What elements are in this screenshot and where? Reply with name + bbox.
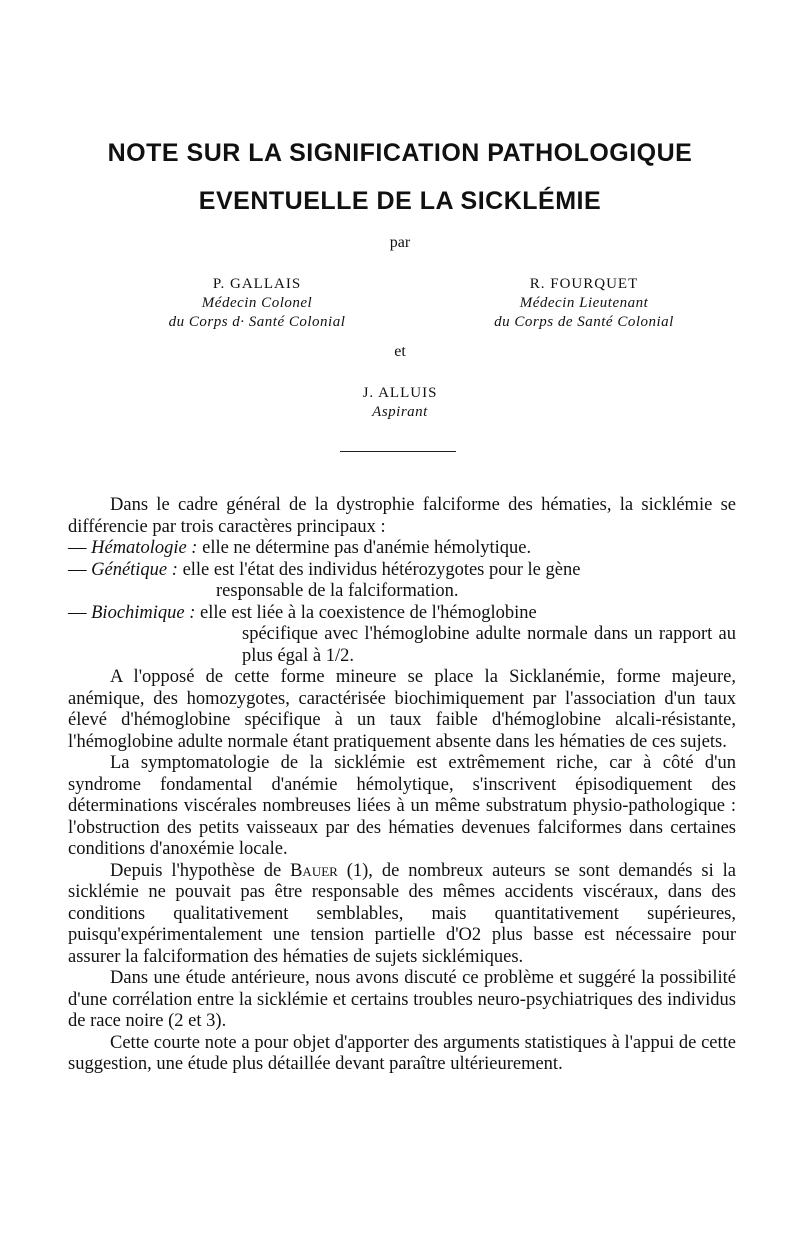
title-line-1: NOTE SUR LA SIGNIFICATION PATHOLOGIQUE: [107, 139, 693, 167]
article-body: [68, 495, 736, 1076]
text-run: Depuis l'hypothèse de: [110, 860, 291, 881]
item-text: elle ne détermine pas d'anémie hémolytique.: [197, 538, 532, 558]
item-dash: —: [68, 538, 92, 558]
item-dash: —: [68, 602, 92, 623]
list-item-hematologie: [68, 538, 736, 560]
item-text: elle est l'état des individus hétérozygotes pour le gène: [177, 559, 581, 580]
item-label: Génétique :: [91, 559, 178, 580]
item-continuation: spécifique avec l'hémoglobine adulte normale dans un rapport au plus égal à 1/2.: [242, 624, 736, 666]
author-name: P. GALLAIS: [212, 276, 302, 292]
author-alluis: [250, 384, 550, 422]
paragraph-intro: Dans le cadre général de la dystrophie falciforme des hématies, la sicklémie se différencie par trois caractères principaux :: [68, 495, 736, 537]
paragraph-note: Cette courte note a pour objet d'apporter des arguments statistiques à l'appui de cette suggestion, une étude plus détaillée devant paraître ultérieurement.: [68, 1032, 736, 1074]
item-label: Biochimique :: [91, 602, 196, 623]
title-line-2: EVENTUELLE DE LA SICKLÉMIE: [198, 187, 602, 215]
author-gallais: [107, 275, 407, 332]
byline-par: par: [389, 234, 411, 251]
author-name: R. FOURQUET: [529, 276, 639, 292]
item-continuation: responsable de la falciformation.: [216, 581, 459, 601]
author-role: Médecin Colonel: [201, 295, 313, 311]
item-text: elle est liée à la coexistence de l'hémoglobine: [195, 602, 537, 623]
paragraph-etude: Dans une étude antérieure, nous avons discuté ce problème et suggéré la possibilité d'une corrélation entre la sicklémie et certains troubles neuro-psychiatriques des individus de race noire (2 et 3).: [68, 968, 736, 1031]
list-item-genetique: [68, 560, 736, 603]
item-dash: —: [68, 559, 92, 580]
separator-rule: [340, 451, 456, 452]
author-role: Aspirant: [372, 404, 428, 420]
text-run: (1), de nombreux auteurs se sont demandés si la sicklémie ne pouvait pas être responsable des mêmes accidents viscéraux, dans des conditions qualitativement semblables, mais quantitativement supérieures, puisqu'expérimentalement une tension partielle d'O2 plus basse est nécessaire pour assurer la falciformation des hématies de sujets sicklémiques.: [68, 860, 737, 967]
author-role: Médecin Lieutenant: [519, 295, 649, 311]
author-citation-bauer: Bauer: [290, 860, 338, 881]
author-affiliation: du Corps de Santé Colonial: [494, 314, 674, 330]
author-affiliation: du Corps d· Santé Colonial: [168, 314, 346, 330]
paragraph-symptomatologie: La symptomatologie de la sicklémie est extrêmement riche, car à côté d'un syndrome fondamental d'anémie hémolytique, s'inscrivent épisodiquement des déterminations viscérales nombreuses liées à un même substratum physio-pathologique : l'obstruction des petits vaisseaux par des hématies devenues falciformes dans certaines conditions d'anoxémie locale.: [68, 753, 736, 859]
paragraph-sicklanemie: A l'opposé de cette forme mineure se place la Sicklanémie, forme majeure, anémique, des homozygotes, caractérisée biochimiquement par l'association d'un taux élevé d'hémoglobine spécifique à un taux faible d'hémoglobine alcali-résistante, l'hémoglobine adulte normale étant pratiquement absente dans les hématies de ces sujets.: [68, 667, 736, 752]
author-fourquet: [434, 275, 734, 332]
list-item-biochimique: [68, 603, 736, 668]
item-label: Hématologie :: [91, 538, 198, 558]
author-name: J. ALLUIS: [362, 385, 438, 401]
paragraph-bauer: [68, 861, 736, 969]
byline-et: et: [394, 343, 406, 360]
